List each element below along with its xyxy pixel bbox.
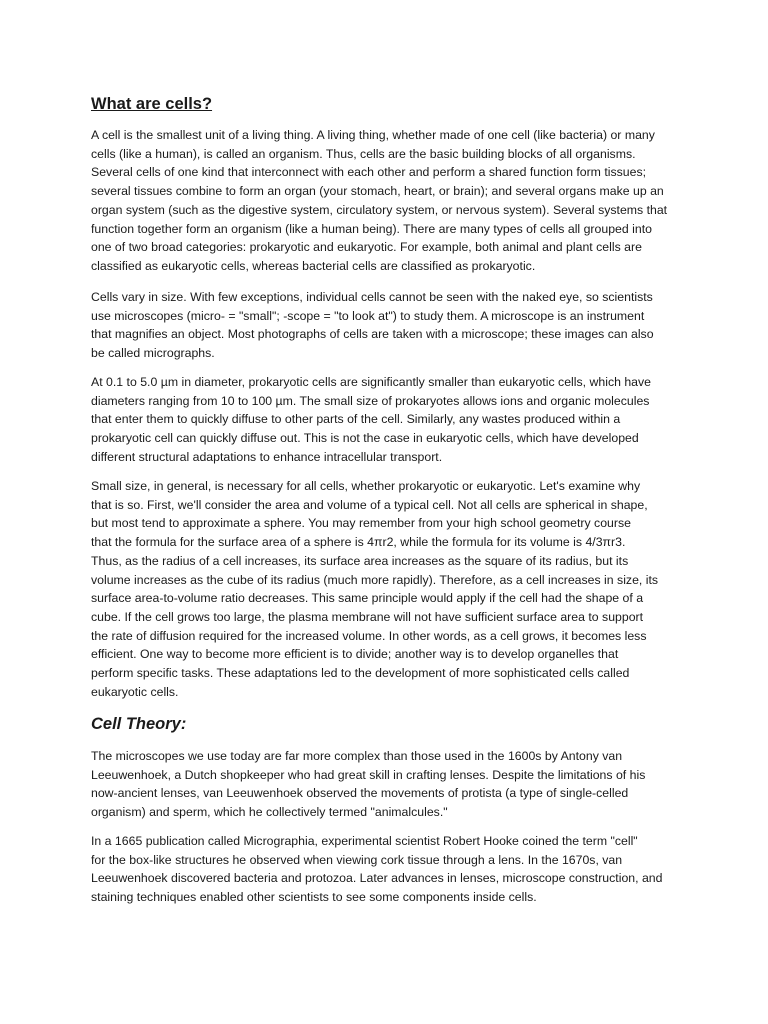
text-line: Leeuwenhoek, a Dutch shopkeeper who had great skill in crafting lenses. Despite the limitations of his <box>91 767 646 782</box>
paragraph-small-size <box>91 477 683 701</box>
paragraph-hooke <box>91 832 683 907</box>
text-line: cells (like a human), is called an organism. Thus, cells are the basic building blocks of all organisms. <box>91 146 636 161</box>
text-line: the rate of diffusion required for the increased volume. In other words, as a cell grows, it becomes less <box>91 628 647 643</box>
text-line: cube. If the cell grows too large, the plasma membrane will not have sufficient surface area to support <box>91 609 644 624</box>
text-line: that the formula for the surface area of a sphere is 4πr2, while the formula for its volume is 4/3πr3. <box>91 535 626 550</box>
text-line: eukaryotic cells. <box>91 684 179 699</box>
text-line: A cell is the smallest unit of a living thing. A living thing, whether made of one cell (like bacteria) or many <box>91 128 655 142</box>
text-line: At 0.1 to 5.0 µm in diameter, prokaryotic cells are significantly smaller than eukaryotic cells, which have <box>91 375 652 389</box>
heading-what-are-cells: What are cells? <box>91 95 213 113</box>
text-line: for the box-like structures he observed when viewing cork tissue through a lens. In the 1670s, van <box>91 852 623 867</box>
text-line: prokaryotic cell can quickly diffuse out. This is not the case in eukaryotic cells, which have developed <box>91 431 639 446</box>
text-line: several tissues combine to form an organ (your stomach, heart, or brain); and several organs make up an <box>91 184 664 199</box>
paragraph-cell-size <box>91 288 683 363</box>
text-line: Several cells of one kind that interconnect with each other and perform a shared function form tissues; <box>91 165 647 180</box>
text-line: organism) and sperm, which he collectively termed "animalcules." <box>91 805 448 820</box>
text-line: classified as eukaryotic cells, whereas bacterial cells are classified as prokaryotic. <box>91 258 536 273</box>
text-line: that enter them to quickly diffuse to other parts of the cell. Similarly, any wastes produced within a <box>91 412 621 427</box>
text-line: perform specific tasks. These adaptations led to the development of more sophisticated cells called <box>91 666 630 681</box>
text-line: organ system (such as the digestive system, circulatory system, or nervous system). Several systems that <box>91 202 668 217</box>
text-line: Thus, as the radius of a cell increases, its surface area increases as the square of its radius, but its <box>91 553 629 568</box>
text-line: Cells vary in size. With few exceptions, individual cells cannot be seen with the naked eye, so scientists <box>91 290 653 304</box>
heading-cell-theory: Cell Theory: <box>91 715 187 733</box>
text-line: but most tend to approximate a sphere. You may remember from your high school geometry course <box>91 516 631 531</box>
text-line: that is so. First, we'll consider the area and volume of a typical cell. Not all cells are spherical in shape, <box>91 497 648 512</box>
text-line: now-ancient lenses, van Leeuwenhoek observed the movements of protista (a type of single-celled <box>91 786 629 801</box>
paragraph-microscopes <box>91 747 683 822</box>
paragraph-prokaryotic-size <box>91 373 683 467</box>
text-line: use microscopes (micro- = "small"; -scope = "to look at") to study them. A microscope is an instrument <box>91 308 645 323</box>
text-line: staining techniques enabled other scientists to see some components inside cells. <box>91 890 537 905</box>
text-line: volume increases as the cube of its radius (much more rapidly). Therefore, as a cell increases in size, its <box>91 572 659 587</box>
text-line: function together form an organism (like a human being). There are many types of cells all grouped into <box>91 221 652 236</box>
text-line: one of two broad categories: prokaryotic and eukaryotic. For example, both animal and plant cells are <box>91 240 642 255</box>
text-line: Small size, in general, is necessary for all cells, whether prokaryotic or eukaryotic. Let's examine why <box>91 479 641 493</box>
text-line: Leeuwenhoek discovered bacteria and protozoa. Later advances in lenses, microscope construction, and <box>91 871 663 886</box>
text-line: diameters ranging from 10 to 100 µm. The small size of prokaryotes allows ions and organic molecules <box>91 393 650 408</box>
text-line: be called micrographs. <box>91 346 215 361</box>
paragraph-intro <box>91 126 683 276</box>
text-line: surface area-to-volume ratio decreases. This same principle would apply if the cell had the shape of a <box>91 591 644 606</box>
text-line: efficient. One way to become more efficient is to divide; another way is to develop organelles that <box>91 647 619 662</box>
text-line: that magnifies an object. Most photographs of cells are taken with a microscope; these images can also <box>91 327 654 342</box>
text-line: The microscopes we use today are far more complex than those used in the 1600s by Antony van <box>91 749 623 763</box>
text-line: different structural adaptations to enhance intracellular transport. <box>91 449 443 464</box>
text-line: In a 1665 publication called Micrographia, experimental scientist Robert Hooke coined the term "cell" <box>91 834 638 848</box>
